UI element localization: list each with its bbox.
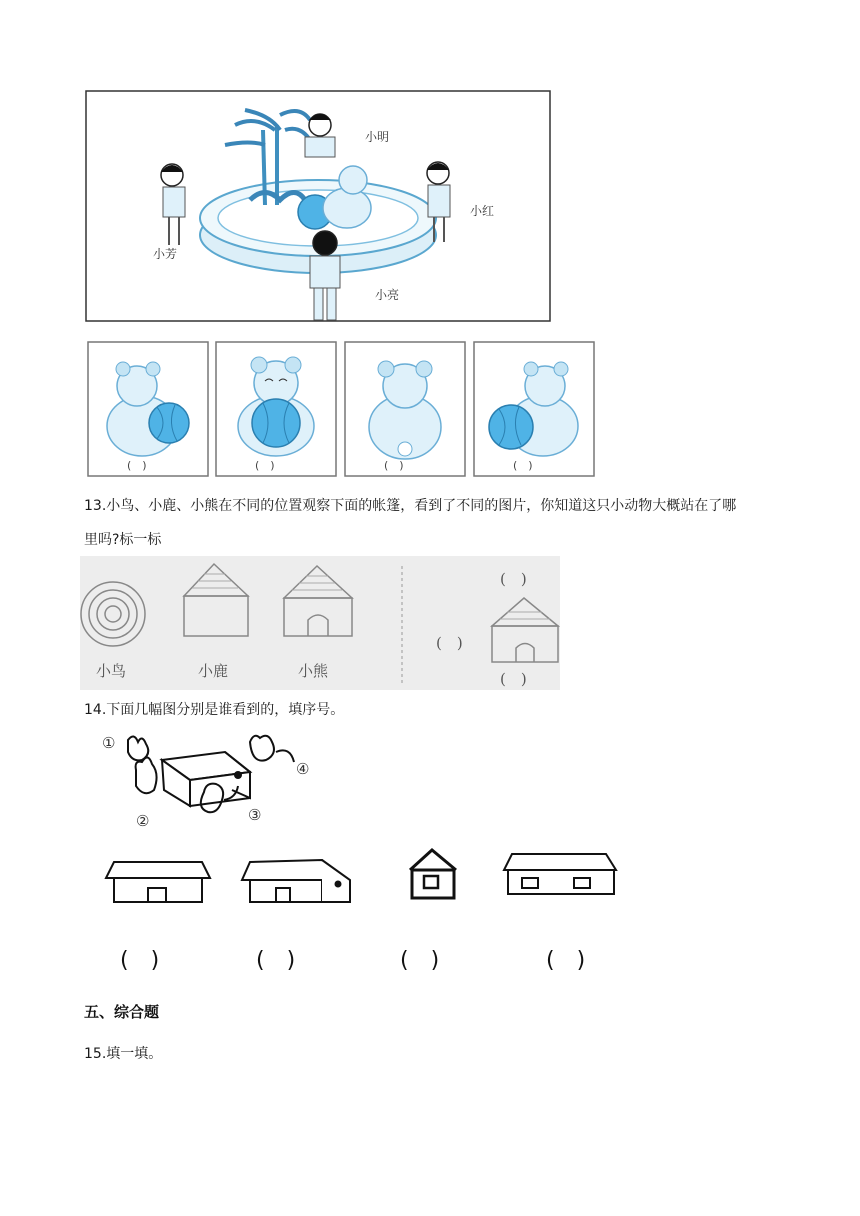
answer-blank-left[interactable]: ( ) [436, 634, 463, 652]
panda-side-left-illustration [87, 341, 209, 477]
label-bird: 小鸟 [96, 662, 127, 680]
house-angled-illustration [240, 852, 358, 906]
panda-view-2 [215, 341, 337, 477]
answer-blank-4[interactable]: ( ) [513, 459, 533, 472]
scene-figure [85, 90, 551, 322]
panda-view-3 [344, 341, 466, 477]
answer-blank-3[interactable]: ( ) [384, 459, 404, 472]
answer-blank-1[interactable]: ( ) [127, 459, 147, 472]
question-13-line-1: 13.小鸟、小鹿、小熊在不同的位置观察下面的帐篷，看到了不同的图片，你知道这只小动物大概站在了哪 [84, 498, 737, 514]
panda-front-illustration [215, 341, 337, 477]
tent-figure [80, 556, 560, 690]
house-back-long-illustration [500, 850, 620, 900]
label-bear: 小熊 [298, 662, 329, 680]
question-14-text: 14.下面几幅图分别是谁看到的，填序号。 [84, 702, 345, 718]
house-animals-figure [100, 730, 320, 830]
marker-1: ① [102, 734, 116, 752]
house-view-3 [404, 846, 464, 906]
q14-blank-1[interactable]: ( ) [120, 948, 160, 973]
panda-view-1 [87, 341, 209, 477]
panda-side-right-illustration [473, 341, 595, 477]
panda-back-illustration [344, 341, 466, 477]
answer-blank-2[interactable]: ( ) [255, 459, 275, 472]
house-view-2 [240, 852, 358, 906]
name-xiaoliang: 小亮 [375, 288, 400, 302]
house-view-1 [104, 856, 214, 906]
q14-blank-4[interactable]: ( ) [546, 948, 586, 973]
house-with-animals-illustration [100, 730, 320, 830]
answer-blank-bottom[interactable]: ( ) [500, 670, 527, 688]
panda-view-4 [473, 341, 595, 477]
marker-3: ③ [248, 806, 262, 824]
house-view-4 [500, 850, 620, 900]
house-side-illustration [404, 846, 464, 906]
question-13-line-2: 里吗?标一标 [84, 532, 162, 548]
answer-blank-top[interactable]: ( ) [500, 570, 527, 588]
label-deer: 小鹿 [198, 662, 229, 680]
q14-blank-2[interactable]: ( ) [256, 948, 296, 973]
name-xiaohong: 小红 [470, 204, 495, 218]
q14-blank-3[interactable]: ( ) [400, 948, 440, 973]
name-xiaoming: 小明 [365, 130, 390, 144]
house-front-long-illustration [104, 856, 214, 906]
section-5-title: 五、综合题 [84, 1003, 160, 1021]
marker-4: ④ [296, 760, 310, 778]
question-15-text: 15.填一填。 [84, 1046, 163, 1062]
name-xiaofang: 小芳 [153, 247, 178, 261]
marker-2: ② [136, 812, 150, 830]
